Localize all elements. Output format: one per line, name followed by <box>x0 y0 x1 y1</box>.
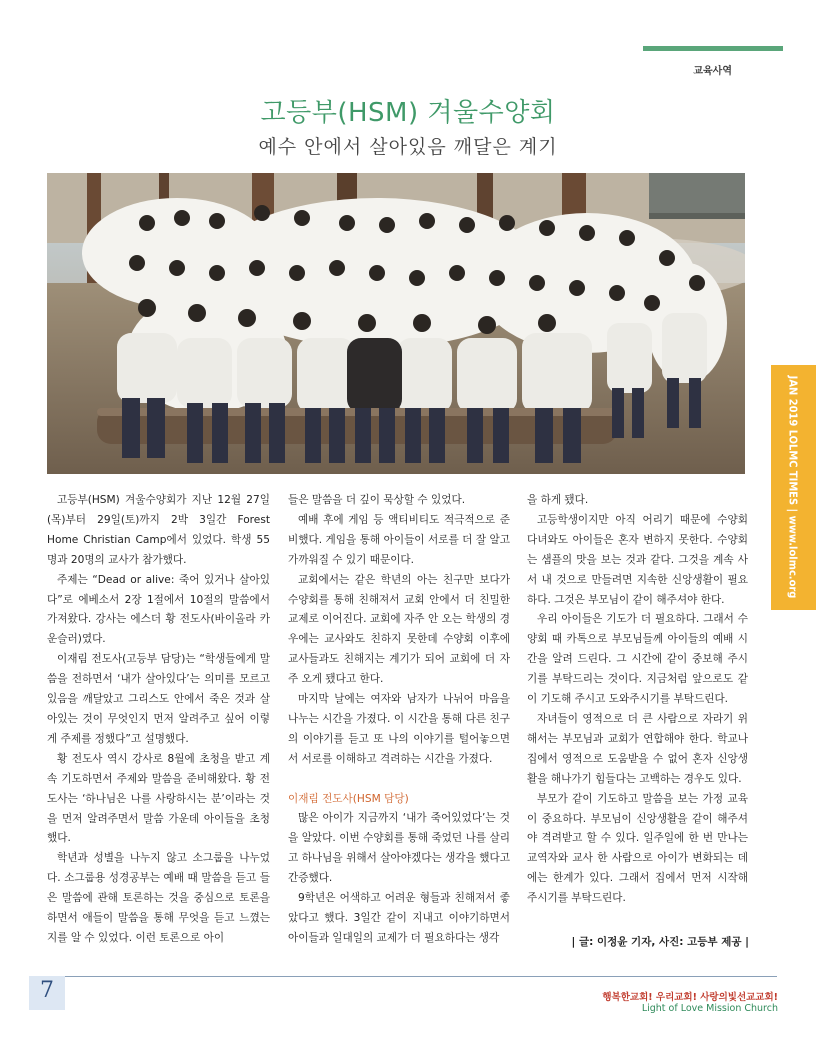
photo-credit: | 글: 이정윤 기자, 사진: 고등부 제공 | <box>571 936 749 948</box>
article-column-2 <box>288 491 510 949</box>
side-tab-text: JAN 2019 LOLMC TIMES | www.lolmc.org <box>786 375 800 599</box>
paragraph: 교회에서는 같은 학년의 아는 친구만 보다가 수양회를 통해 친해져서 교회 안에서 더 친밀한 교제로 이어진다. 교회에 자주 안 오는 학생의 경우에는 교사와도 친하지 못한데 수양회 이후에 교사들과도 친해지는 계기가 되어 교회에 더 자주 오게 됐다고 한다. <box>288 573 510 686</box>
paragraph: 주제는 “Dead or alive: 죽어 있거나 살아있다”로 에베소서 2장 1절에서 10절의 말씀에서 가져왔다. 강사는 에스더 황 전도사(바이올라 카운슬러)였다. <box>47 573 270 646</box>
group-photo <box>47 173 745 474</box>
article-title: 고등부(HSM) 겨울수양회 <box>260 98 556 128</box>
footer-tagline-korean: 행복한교회! 우리교회! 사랑의빛선교교회! <box>602 992 778 1003</box>
paragraph: 황 전도사 역시 강사로 8월에 초청을 받고 계속 기도하면서 주제와 말씀을 준비해왔다. 황 전도사는 ‘하나님은 나를 사랑하시는 분’이라는 것을 먼저 알려주면서 말씀 가운데 아이들을 초청했다. <box>47 752 270 845</box>
paragraph: 많은 아이가 지금까지 ‘내가 죽어있었다’는 것을 알았다. 이번 수양회를 통해 죽었던 나를 살리고 하나님을 위해서 살아야겠다는 생각을 했다고 간증했다. <box>288 812 510 885</box>
paragraph: 이재림 전도사(고등부 담당)는 “학생들에게 말씀을 전하면서 ‘내가 살아있다’는 의미를 모르고 있음을 깨달았고 그리스도 안에서 죽은 것과 살아있는 것이 무엇인지 먼저 알려주고 싶어 이렇게 주제를 정했다”고 설명했다. <box>47 653 270 745</box>
page-number: 7 <box>40 978 54 1003</box>
side-tab <box>771 365 816 610</box>
paragraph: 들은 말씀을 더 깊이 묵상할 수 있었다. <box>288 494 466 506</box>
paragraph: 예배 후에 게임 등 액티비티도 적극적으로 준비했다. 게임을 통해 아이들이 서로를 더 잘 알고 가까워질 수 있기 때문이다. <box>288 513 510 566</box>
footer-tagline-english: Light of Love Mission Church <box>641 1003 778 1014</box>
paragraph: 우리 아이들은 기도가 더 필요하다. 그래서 수양회 때 카톡으로 부모님들께 아이들의 예배 시간을 알려 드린다. 그 시간에 같이 중보해 주시기를 부탁드리는 것이다. 지금처럼 앞으로도 같이 기도해 주시고 도와주시기를 부탁드린다. <box>527 613 748 706</box>
paragraph: 고등부(HSM) 겨울수양회가 지난 12월 27일(목)부터 29일(토)까지 2박 3일간 Forest Home Christian Camp에서 있었다. 학생 55명과 20명의 교사가 참가했다. <box>47 494 270 566</box>
article-column-3 <box>527 491 748 909</box>
header-rule <box>643 46 783 51</box>
paragraph: 마지막 날에는 여자와 남자가 나뉘어 마음을 나누는 시간을 가졌다. 이 시간을 통해 다른 친구의 이야기를 듣고 또 나의 이야기를 털어놓으면서 서로를 이해하고 격려하는 시간을 가졌다. <box>288 693 510 765</box>
paragraph: 9학년은 어색하고 어려운 형들과 친해져서 좋았다고 했다. 3일간 같이 지내고 이야기하면서 아이들과 일대일의 교제가 더 필요하다는 생각 <box>288 892 510 944</box>
paragraph: 을 하게 됐다. <box>527 494 589 506</box>
paragraph: 고등학생이지만 아직 어리기 때문에 수양회 다녀와도 아이들은 혼자 변하지 못한다. 수양회는 샘플의 맛을 보는 것과 같다. 그것을 계속 사서 내 것으로 만들려면 지속한 신앙생활이 필요하다. 그것은 부모님이 같이 해주셔야 한다. <box>527 513 748 606</box>
group-photo-illustration <box>47 173 745 474</box>
footer-rule <box>47 976 777 977</box>
article-column-1 <box>47 491 270 949</box>
interview-heading: 이재림 전도사(HSM 담당) <box>288 792 409 805</box>
paragraph: 자녀들이 영적으로 더 큰 사람으로 자라기 위해서는 부모님과 교회가 연합해야 한다. 학교나 집에서 영적으로 도움받을 수 없어 혼자 신앙생활을 해나가기 힘들다는 고백하는 경우도 있다. <box>527 712 748 785</box>
article-subtitle: 예수 안에서 살아있음 깨달은 계기 <box>258 136 558 158</box>
paragraph: 부모가 같이 기도하고 말씀을 보는 가정 교육이 중요하다. 부모님이 신앙생활을 같이 해주셔야 격려받고 할 수 있다. 일주일에 한 번 만나는 교역자와 교사 한 사람으로 아이가 변화되는 데에는 한계가 있다. 그래서 집에서 먼저 시작해 주시기를 부탁드린다. <box>527 792 748 905</box>
paragraph: 학년과 성별을 나누지 않고 소그룹을 나누었다. 소그룹용 성경공부는 예배 때 말씀을 듣고 들은 말씀에 관해 토론하는 것을 중심으로 토론을 하면서 애들이 말씀을 통해 무엇을 듣고 느꼈는지를 알 수 있었다. 이런 토론으로 아이 <box>47 852 270 944</box>
section-label: 교육사역 <box>693 66 732 77</box>
